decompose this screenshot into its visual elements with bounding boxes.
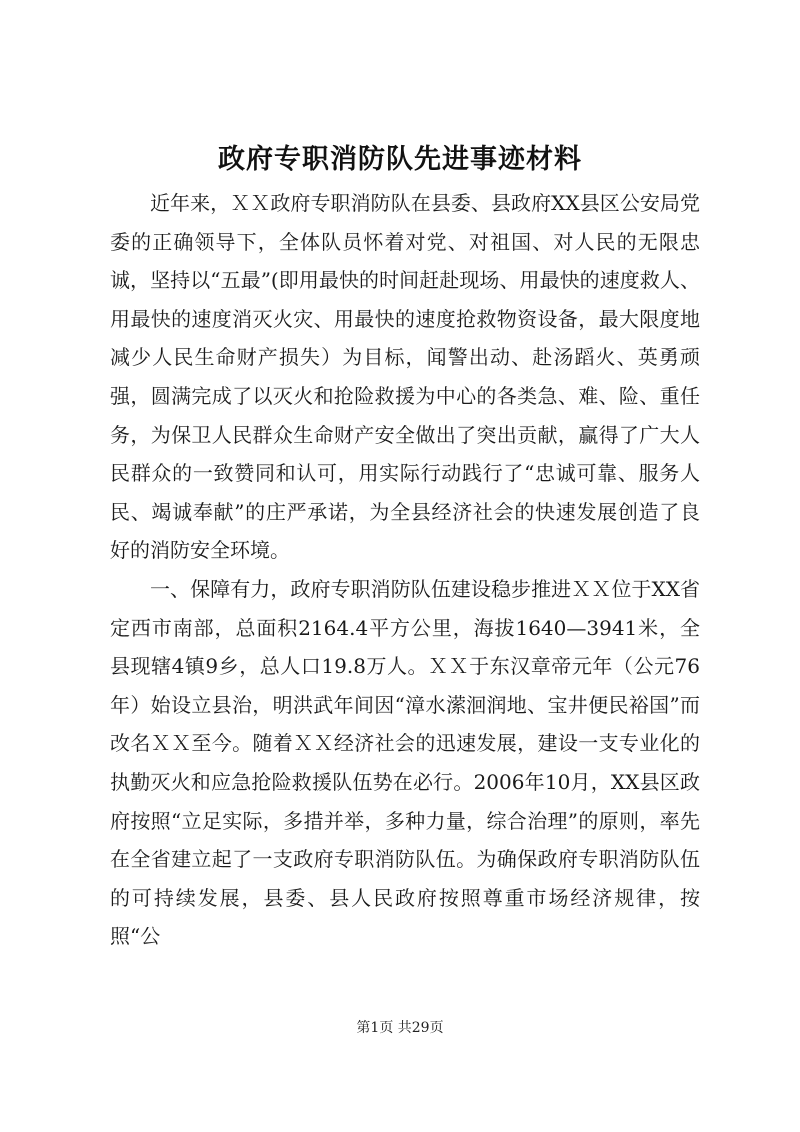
page-number-footer: 第1页 共29页	[356, 1020, 444, 1036]
document-title: 政府专职消防队先进事迹材料	[218, 144, 582, 175]
paragraph-section-one: 一、保障有力，政府专职消防队伍建设稳步推进ＸＸ位于XX省定西市南部，总面积2164.4平方公里，海拔1640—3941米，全县现辖4镇9乡，总人口19.8万人。ＸＸ于东汉章帝元年（公元76年）始设立县治，明洪武年间因“漳水潆洄润地、宝井便民裕国”而改名ＸＸ至今。随着ＸＸ经济社会的迅速发展，建设一支专业化的执勤灭火和应急抢险救援队伍势在必行。2006年10月，XX县区政府按照“立足实际，多措并举，多种力量，综合治理”的原则，率先在全省建立起了一支政府专职消防队伍。为确保政府专职消防队伍的可持续发展，县委、县人民政府按照尊重市场经济规律，按照“公	[110, 576, 700, 949]
paragraph-intro: 近年来，ＸＸ政府专职消防队在县委、县政府XX县区公安局党委的正确领导下，全体队员怀着对党、对祖国、对人民的无限忠诚，坚持以“五最”(即用最快的时间赶赴现场、用最快的速度救人、用最快的速度消灭火灾、用最快的速度抢救物资设备，最大限度地减少人民生命财产损失）为目标，闻警出动、赴汤蹈火、英勇顽强，圆满完成了以灭火和抢险救援为中心的各类急、难、险、重任务，为保卫人民群众生命财产安全做出了突出贡献，赢得了广大人民群众的一致赞同和认可，用实际行动践行了“忠诚可靠、服务人民、竭诚奉献”的庄严承诺，为全县经济社会的快速发展创造了良好的消防安全环境。	[110, 191, 700, 563]
document-body	[110, 184, 700, 956]
